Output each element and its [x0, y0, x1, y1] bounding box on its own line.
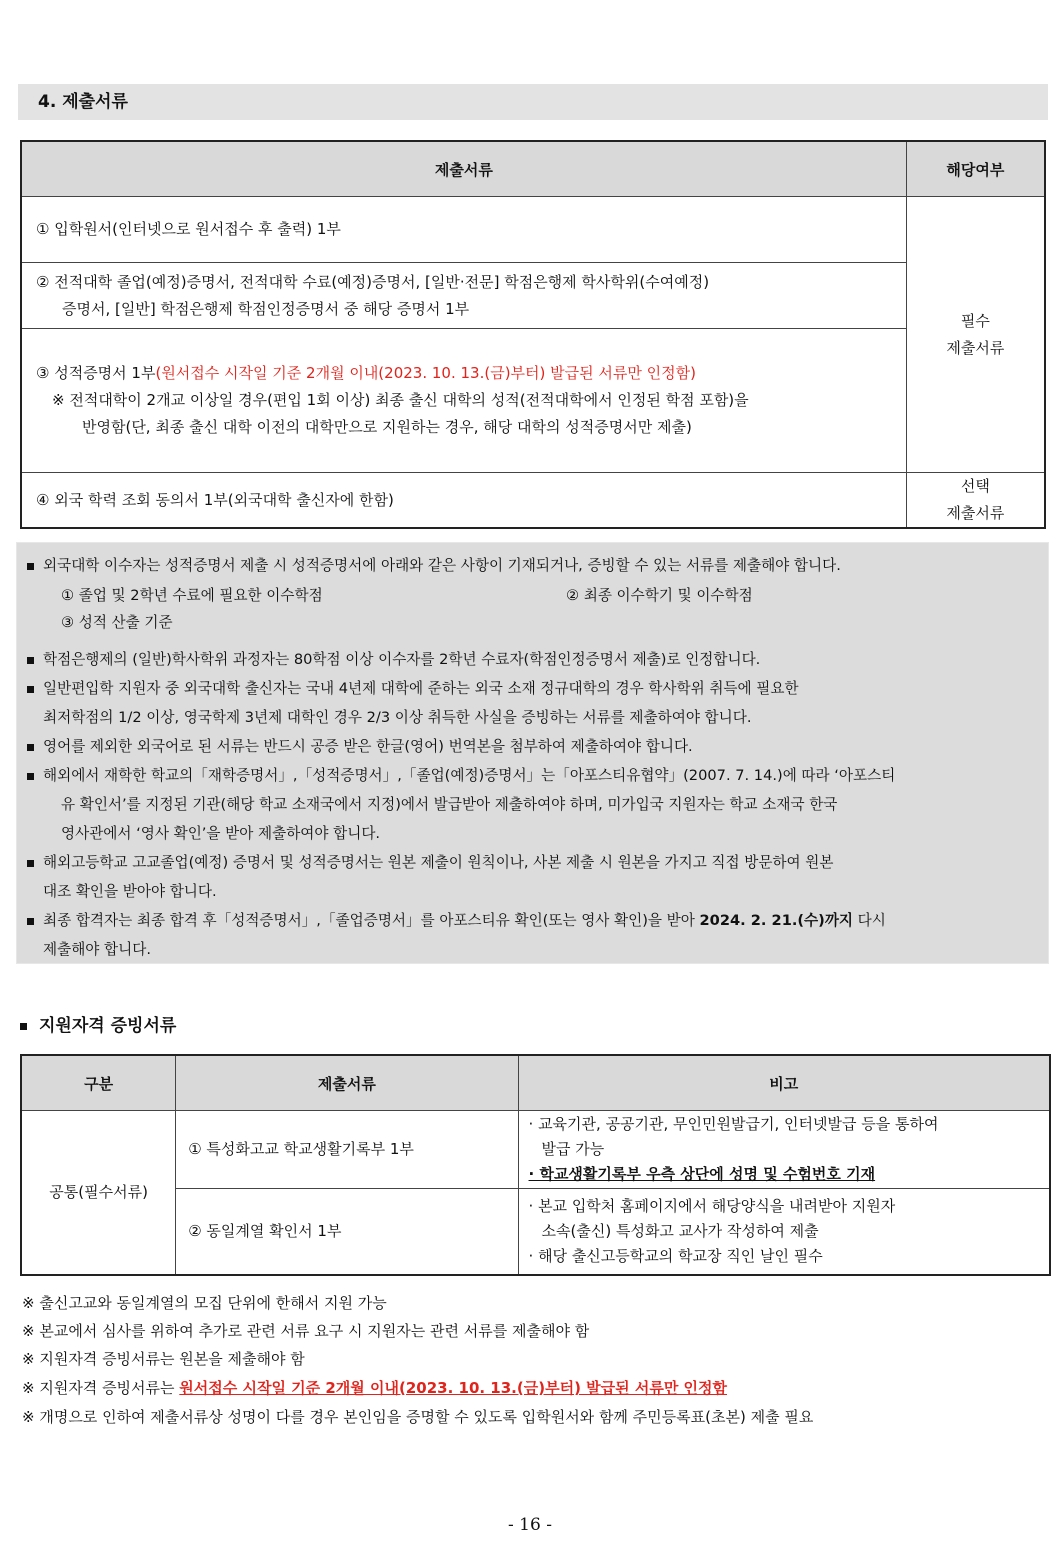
required-label: 필수 [960, 311, 990, 330]
table-header-row [21, 1055, 1050, 1111]
footnote-text: ※ 지원자격 증빙서류는 [22, 1379, 180, 1397]
note-line: · 본교 입학처 홈페이지에서 해당양식을 내려받아 지원자 [528, 1196, 896, 1215]
footnote: ※ 본교에서 심사를 위하여 추가로 관련 서류 요구 시 지원자는 관련 서류를 제출해야 함 [22, 1322, 590, 1340]
footnote-warning: 원서접수 시작일 기준 2개월 이내(2023. 10. 13.(금)부터) 발급된 서류만 인정함 [179, 1379, 727, 1397]
eligibility-documents-table [20, 1054, 1051, 1276]
optional-cell [906, 473, 1045, 529]
notice-item-cont: 영사관에서 ‘영사 확인’을 받아 제출하여야 합니다. [61, 825, 381, 842]
required-cell [906, 197, 1045, 473]
table-header-row [21, 141, 1045, 197]
page-number: - 16 - [508, 1515, 552, 1535]
table-cell [21, 329, 906, 473]
notice-item: 해외고등학교 고교졸업(예정) 증명서 및 성적증명서는 원본 제출이 원칙이나, 사본 제출 시 원본을 가지고 직접 방문하여 원본 [25, 848, 1038, 877]
square-bullet-icon [20, 1023, 27, 1030]
doc-cell: ① 특성화고교 학교생활기록부 1부 [176, 1111, 518, 1189]
required-label: 제출서류 [946, 338, 1005, 357]
footnote: ※ 출신고교와 동일계열의 모집 단위에 한해서 지원 가능 [22, 1294, 387, 1312]
notice-item-cont: 최저학점의 1/2 이상, 영국학제 3년제 대학인 경우 2/3 이상 취득한 사실을 증빙하는 서류를 제출하여야 합니다. [43, 709, 752, 726]
notice-sub-row [25, 609, 1038, 636]
column-header: 제출서류 [176, 1055, 518, 1111]
table-row [21, 1189, 1050, 1275]
optional-label: 제출서류 [946, 504, 1005, 522]
column-header: 해당여부 [906, 141, 1045, 197]
table-row [21, 197, 1045, 263]
notice-item: 일반편입학 지원자 중 외국대학 출신자는 국내 4년제 대학에 준하는 외국 소재 정규대학의 경우 학사학위 취득에 필요한 [25, 674, 1038, 703]
footnote: ※ 개명으로 인하여 제출서류상 성명이 다를 경우 본인임을 증명할 수 있도록 입학원서와 함께 주민등록표(초본) 제출 필요 [22, 1408, 814, 1426]
notice-item-cont: 제출해야 합니다. [43, 941, 151, 958]
notice-box [16, 542, 1049, 964]
notice-text: 다시 [853, 912, 886, 929]
doc-line: ① 입학원서(인터넷으로 원서접수 후 출력) 1부 [36, 220, 341, 238]
notice-item: 학점은행제의 (일반)학사학위 과정자는 80학점 이상 이수자를 2학년 수료자(학점인정증명서 제출)로 인정합니다. [25, 645, 1038, 674]
doc-line: 반영함(단, 최종 출신 대학 이전의 대학만으로 지원하는 경우, 해당 대학의 성적증명서만 제출) [82, 418, 692, 436]
table-cell [21, 197, 906, 263]
table-cell [21, 473, 906, 529]
notice-sub-item: ③ 성적 산출 기준 [61, 614, 173, 631]
notice-item: 해외에서 재학한 학교의「재학증명서」,「성적증명서」,「졸업(예정)증명서」는「아포스티유협약」(2007. 7. 14.)에 따라 ‘아포스티 [25, 761, 1038, 790]
doc-line: ② 전적대학 졸업(예정)증명서, 전적대학 수료(예정)증명서, [일반·전문] 학점은행제 학사학위(수여예정) [36, 272, 710, 291]
table-row [21, 329, 1045, 473]
doc-line [36, 360, 892, 387]
table-row [21, 263, 1045, 329]
subsection-title: 지원자격 증빙서류 [39, 1016, 177, 1036]
table-cell [21, 263, 906, 329]
note-line: 소속(출신) 특성화고 교사가 작성하여 제출 [541, 1221, 819, 1240]
notice-item [25, 906, 1038, 935]
column-header: 비고 [518, 1055, 1050, 1111]
notice-item-cont: 유 확인서’를 지정된 기관(해당 학교 소재국에서 지정)에서 발급받아 제출하여야 하며, 미가입국 지원자는 학교 소재국 한국 [61, 796, 838, 813]
doc-line: 증명서, [일반] 학점은행제 학점인정증명서 중 해당 증명서 1부 [62, 299, 470, 318]
note-line: · 학교생활기록부 우측 상단에 성명 및 수험번호 기재 [528, 1165, 876, 1183]
doc-line-warning: (원서접수 시작일 기준 2개월 이내(2023. 10. 13.(금)부터) 발급된 서류만 인정함) [155, 364, 696, 382]
note-line: · 교육기관, 공공기관, 무인민원발급기, 인터넷발급 등을 통하여 [528, 1115, 939, 1133]
deadline-date: 2024. 2. 21.(수)까지 [699, 912, 854, 929]
doc-line: ④ 외국 학력 조회 동의서 1부(외국대학 출신자에 한함) [36, 490, 394, 509]
note-cell [518, 1189, 1050, 1275]
section-heading: 4. 제출서류 [18, 84, 1048, 120]
optional-label: 선택 [960, 477, 990, 495]
table-row [21, 473, 1045, 529]
note-cell [518, 1111, 1050, 1189]
note-line: 발급 가능 [541, 1140, 605, 1158]
notice-sub-item: ② 최종 이수학기 및 이수학점 [566, 587, 753, 604]
column-header: 구분 [21, 1055, 176, 1111]
footnote [22, 1376, 727, 1400]
note-line: · 해당 출신고등학교의 학교장 직인 날인 필수 [528, 1246, 823, 1265]
notice-item: 외국대학 이수자는 성적증명서 제출 시 성적증명서에 아래와 같은 사항이 기재되거나, 증빙할 수 있는 서류를 제출해야 합니다. [25, 551, 1038, 580]
notice-sub-item: ① 졸업 및 2학년 수료에 필요한 이수학점 [61, 587, 323, 604]
footnote: ※ 지원자격 증빙서류는 원본을 제출해야 함 [22, 1350, 305, 1368]
doc-cell: ② 동일계열 확인서 1부 [176, 1189, 518, 1275]
group-cell: 공통(필수서류) [21, 1111, 176, 1275]
doc-line-prefix: ③ 성적증명서 1부 [36, 364, 156, 382]
submission-documents-table [20, 140, 1046, 529]
column-header: 제출서류 [21, 141, 906, 197]
notice-sub-row [25, 582, 1038, 609]
notice-item: 영어를 제외한 외국어로 된 서류는 반드시 공증 받은 한글(영어) 번역본을 첨부하여 제출하여야 합니다. [25, 732, 1038, 761]
table-row [21, 1111, 1050, 1189]
notice-text: 최종 합격자는 최종 합격 후「성적증명서」,「졸업증명서」를 아포스티유 확인(또는 영사 확인)을 받아 [43, 912, 700, 929]
doc-line: ※ 전적대학이 2개교 이상일 경우(편입 1회 이상) 최종 출신 대학의 성적(전적대학에서 인정된 학점 포함)을 [52, 391, 749, 409]
notice-item-cont: 대조 확인을 받아야 합니다. [43, 883, 217, 900]
subsection-heading [20, 1011, 176, 1041]
